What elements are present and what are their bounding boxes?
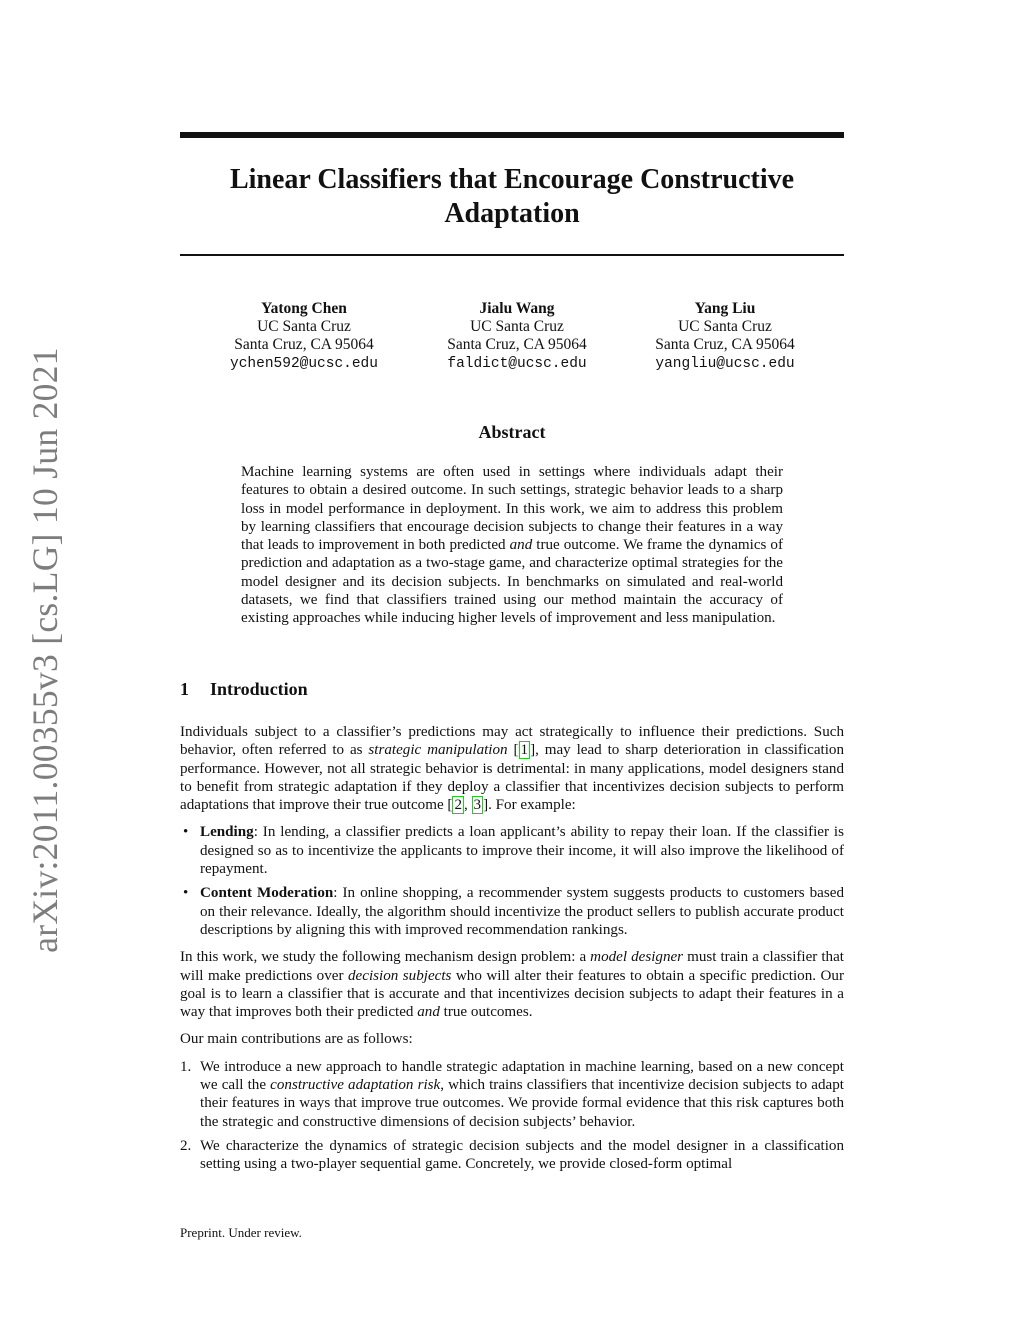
- text-run: We introduce a new approach to handle strategic adaptation in machine learning, based on a new concept we call the: [200, 1058, 844, 1094]
- paper-title: Linear Classifiers that Encourage Constructive Adaptation: [229, 164, 795, 229]
- text-run: Individuals subject to a classifier’s predictions may act strategically to influence their predictions. Such behavior, often referred to as: [180, 724, 844, 759]
- author-email[interactable]: ychen592@ucsc.edu: [230, 355, 378, 372]
- list-marker: 2.: [180, 1137, 192, 1154]
- emphasis: model designer: [590, 949, 684, 966]
- list-item-text: : In lending, a classifier predicts a loan applicant’s ability to repay their loan. If the classifier is designed so as to incentivize the applicants to improve their income, it will also improve the likelihood of repayment.: [200, 824, 844, 878]
- emphasis: constructive adaptation risk: [270, 1077, 441, 1094]
- intro-paragraph-2: [180, 948, 844, 1021]
- section-number: 1: [180, 679, 189, 699]
- section-heading-introduction: [180, 679, 308, 700]
- arxiv-identifier-text: arXiv:2011.00355v3 [cs.LG] 10 Jun 2021: [25, 347, 66, 953]
- author-affiliation: UC Santa Cruz: [470, 318, 564, 336]
- text-run: ], may lead to sharp deterioration in classification performance. However, not all strategic behavior is detrimental: in many applications, model designers stand to benefit from strategic adaptation if they deploy a classifier that incentivizes decision subjects to perform adaptations that improve their true outcome [: [180, 742, 844, 814]
- abstract-emphasis: and: [509, 537, 533, 554]
- author-1: [194, 300, 414, 373]
- emphasis: decision subjects: [348, 967, 452, 984]
- list-item: [180, 1137, 844, 1174]
- citation-link[interactable]: 3: [473, 797, 482, 814]
- intro-paragraph-3: Our main contributions are as follows:: [180, 1031, 413, 1048]
- list-item: [180, 823, 844, 878]
- list-item-text: : In online shopping, a recommender system suggests products to customers based on their relevance. Ideally, the algorithm should incentivize the product sellers to publish accurate product descriptions by aligning this with improved recommendation rankings.: [200, 885, 844, 938]
- title-bottom-rule: [180, 254, 844, 256]
- example-list: [180, 823, 844, 939]
- abstract-heading: Abstract: [478, 422, 546, 442]
- list-item: [180, 884, 844, 939]
- list-item: [180, 1058, 844, 1131]
- text-run: [: [507, 742, 519, 759]
- author-email[interactable]: faldict@ucsc.edu: [447, 355, 587, 372]
- text-run: , which trains classifiers that incentivize decision subjects to adapt their features in ways that improve true outcomes. We provide formal evidence that this risk captures both the strategic and constructive dimensions of decision subjects’ behavior.: [200, 1077, 844, 1130]
- author-block: [180, 300, 844, 380]
- arxiv-identifier-stamp: [20, 347, 70, 953]
- list-item-label: Content Moderation: [200, 885, 334, 902]
- emphasis: strategic manipulation: [368, 742, 508, 759]
- author-3: [615, 300, 835, 373]
- text-run: ,: [464, 797, 472, 814]
- list-marker: 1.: [180, 1058, 192, 1075]
- author-2: [407, 300, 627, 373]
- list-item-label: Lending: [200, 824, 254, 841]
- citation-link[interactable]: 1: [520, 742, 529, 759]
- introduction-body: [180, 723, 844, 1183]
- text-run: true outcomes.: [439, 1004, 533, 1021]
- citation-link[interactable]: 2: [454, 797, 462, 814]
- author-name: Jialu Wang: [479, 300, 555, 317]
- section-title: Introduction: [210, 679, 308, 699]
- author-address: Santa Cruz, CA 95064: [655, 336, 795, 354]
- abstract-text: [241, 463, 783, 628]
- title-top-rule: [180, 132, 844, 138]
- author-email[interactable]: yangliu@ucsc.edu: [655, 355, 795, 372]
- abstract-text-part: true outcome. We frame the dynamics of prediction and adaptation as a two-stage game, and characterize optimal strategies for the model designer and its decision subjects. In benchmarks on simulated and real-world datasets, we find that classifiers trained using our method maintain the accuracy of existing approaches while inducing higher levels of improvement and less manipulation.: [241, 537, 783, 627]
- intro-paragraph-1: [180, 723, 844, 814]
- text-run: In this work, we study the following mechanism design problem: a: [180, 949, 591, 966]
- text-run: who will alter their features to obtain a specific prediction. Our goal is to learn a classifier that is accurate and that incentivizes decision subjects to adapt their features in a way that improves both their predicted: [180, 967, 845, 1021]
- author-affiliation: UC Santa Cruz: [678, 318, 772, 336]
- text-run: must train a classifier that will make predictions over: [180, 949, 844, 984]
- abstract-text-part: Machine learning systems are often used in settings where individuals adapt their features to obtain a desired outcome. In such settings, strategic behavior leads to a sharp loss in model performance in deployment. In this work, we aim to address this problem by learning classifiers that encourage decision subjects to change their features in a way that leads to improvement in both predicted: [241, 464, 783, 554]
- author-address: Santa Cruz, CA 95064: [447, 336, 587, 354]
- emphasis: and: [417, 1004, 440, 1021]
- text-run: ]. For example:: [483, 797, 576, 814]
- author-name: Yatong Chen: [261, 300, 347, 317]
- text-run: We characterize the dynamics of strategic decision subjects and the model designer in a classification setting using a two-player sequential game. Concretely, we provide closed-form optimal: [200, 1137, 844, 1173]
- author-address: Santa Cruz, CA 95064: [234, 336, 374, 354]
- contribution-list: [180, 1058, 844, 1174]
- page-footer: Preprint. Under review.: [180, 1225, 302, 1240]
- author-name: Yang Liu: [694, 300, 756, 317]
- author-affiliation: UC Santa Cruz: [257, 318, 351, 336]
